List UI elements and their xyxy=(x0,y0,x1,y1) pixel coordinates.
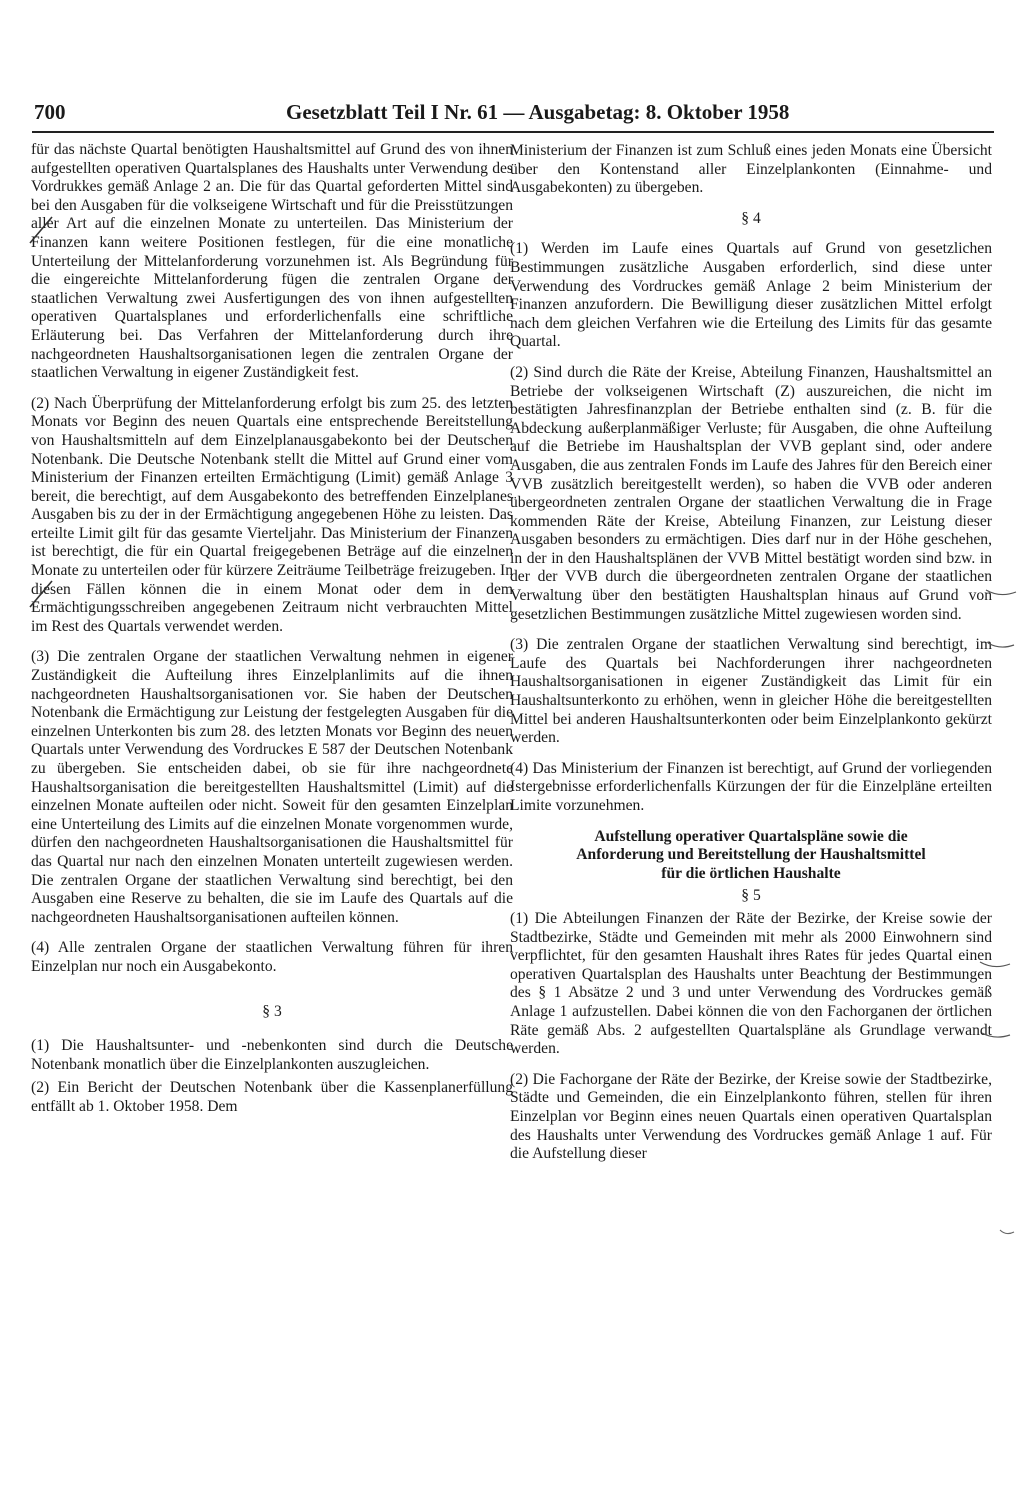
chapter-heading-line: Aufstellung operativer Quartalspläne sowie die xyxy=(594,827,908,845)
page-header xyxy=(32,100,992,128)
paragraph: (3) Die zentralen Organe der staatlichen Verwaltung sind berechtigt, im Laufe des Quartals bei Nachforderungen ihrer nachgeordneten Haushaltsorganisationen in eigener Zuständigkeit das Limit für ein Haushaltsunterkonto zu erhöhen, wenn in gleicher Höhe die bereitgestellten Mittel bei anderen Haushaltsunterkonten oder beim Einzelplankonto gekürzt werden. xyxy=(510,636,992,747)
paragraph: (2) Nach Überprüfung der Mittelanforderung erfolgt bis zum 25. des letzten Monats vor Beginn des neuen Quartals eine entsprechende Bereitstellung von Haushaltsmitteln auf dem Einzelplanausgabekonto bei der Deutschen Notenbank. Die Deutsche Notenbank stellt die Mittel auf Grund einer vom Ministerium der Finanzen erteilten Ermächtigung (Limit) gemäß Anlage 3 bereit, die berechtigt, auf dem Ausgabekonto des betreffenden Einzelplanes Ausgaben bis zu der in der Ermächtigung angegebenen Höhe zu leisten. Das erteilte Limit gilt für das gesamte Vierteljahr. Das Ministerium der Finanzen ist berechtigt, die für ein Quartal freigegebenen Beträge auf die einzelnen Monate zu unterteilen oder für kürzere Zeiträume Teilbeträge freizugeben. In diesen Fällen können die in einem Monat oder dem in dem Ermächtigungsschreiben angegebenen Zeitraum nicht verbrauchten Mittel im Rest des Quartals verwendet werden. xyxy=(31,394,513,635)
paragraph: Ministerium der Finanzen ist zum Schluß eines jeden Monats eine Übersicht über den Kontenstand aller Einzelplankonten (Einnahme- und Ausgabekonten) zu übergeben. xyxy=(510,142,992,197)
paragraph: (4) Das Ministerium der Finanzen ist berechtigt, auf Grund der vorliegenden Istergebnisse erforderlichenfalls Kürzungen der für die Einzelpläne erteilten Limite vorzunehmen. xyxy=(510,759,992,814)
paragraph: (1) Die Haushaltsunter- und -nebenkonten sind durch die Deutsche Notenbank monatlich über die Einzelplankonten auszugleichen. xyxy=(31,1037,513,1073)
section-heading-4: § 4 xyxy=(741,209,761,227)
paragraph: (3) Die zentralen Organe der staatlichen Verwaltung nehmen in eigener Zuständigkeit die Aufteilung ihres Einzelplanlimits auf die ihnen nachgeordneten Haushaltsorganisationen vor. Sie haben der Deutschen Notenbank die Ermächtigung zur Leistung der festgelegten Ausgaben für die einzelnen Unterkonten bis zum 28. des letzten Monats vor Beginn des neuen Quartals unter Verwendung des Vordruckes E 587 der Deutschen Notenbank zu übergeben. Sie entscheiden dabei, ob sie für ihre nachgeordnete Haushaltsorganisation die bereitgestellten Haushaltsmittel (Limit) auf die einzelnen Monate aufteilen oder nicht. Soweit für den gesamten Einzelplan eine Unterteilung des Limits auf die einzelnen Monate vorgenommen wurde, dürfen den nachgeordneten Haushaltsorganisationen die Haushaltsmittel für das Quartal nur nach den einzelnen Monaten unterteilt zugewiesen werden. Die zentralen Organe der staatlichen Verwaltung sind berechtigt, bei den Ausgaben eine Reserve zu behalten, die sie im Laufe des Quartals auf die nachgeordneten Haushaltsorganisationen aufteilen können. xyxy=(31,648,513,926)
paragraph: (1) Werden im Laufe eines Quartals auf Grund von gesetzlichen Bestimmungen zusätzliche Ausgaben erforderlich, sind diese unter Verwendung des Vordruckes gemäß Anlage 2 beim Ministerium der Finanzen anzufordern. Die Bewilligung dieser zusätzlichen Mittel erfolgt nach dem gleichen Verfahren wie die Erteilung des Limits für das gesamte Quartal. xyxy=(510,240,992,351)
chapter-heading-line: für die örtlichen Haushalte xyxy=(661,864,841,882)
paragraph: (2) Ein Bericht der Deutschen Notenbank über die Kassenplanerfüllung entfällt ab 1. Oktober 1958. Dem xyxy=(31,1079,513,1115)
running-title: Gesetzblatt Teil I Nr. 61 — Ausgabetag: 8. Oktober 1958 xyxy=(286,100,790,124)
margin-pencil-mark xyxy=(998,1228,1016,1238)
paragraph: (2) Sind durch die Räte der Kreise, Abteilung Finanzen, Haushaltsmittel an Betriebe der volkseigenen Wirtschaft (Z) auszureichen, die nicht im bestätigten Jahresfinanzplan der Betriebe enthalten sind (z. B. für die Abdeckung außerplanmäßiger Verluste; für Ausgaben, die ohne Aufteilung auf die Betriebe im Haushaltsplan der VVB geplant sind, oder andere Ausgaben, die aus zentralen Fonds im Laufe des Jahres für den Bereich einer VVB zusätzlich bereitgestellt werden), so haben die VVB oder anderen übergeordneten zentralen Organe der staatlichen Verwaltung die in Frage kommenden Räte der Kreise, Abteilung Finanzen, zur Leistung dieser Ausgaben besonders zu ermächtigen. Dies darf nur in der Höhe geschehen, in der in den Haushaltsplänen der VVB Mittel bestätigt worden sind bzw. in der der VVB durch die übergeordneten zentralen Organe der staatlichen Verwaltung über den bestätigten Haushaltsplan hinaus auf Grund von gesetzlichen Bestimmungen zusätzliche Mittel zugewiesen worden sind. xyxy=(510,363,992,623)
chapter-heading-line: Anforderung und Bereitstellung der Haushaltsmittel xyxy=(576,846,926,864)
right-column xyxy=(510,142,992,1176)
margin-pencil-mark xyxy=(984,586,1018,600)
paragraph: für das nächste Quartal benötigten Haushaltsmittel auf Grund des von ihnen aufgestellten operativen Quartalsplanes des Haushalts unter Verwendung des Vordrukkes gemäß Anlage 2 an. Die für das Quartal geforderten Mittel sind bei den Ausgaben für die volkseigene Wirtschaft und für die Preisstützungen aller Art auf die einzelnen Monate zu unterteilen. Das Ministerium der Finanzen kann weitere Positionen festlegen, für die eine monatliche Unterteilung der Mittelanforderung vorzunehmen ist. Als Begründung für die eingereichte Mittelanforderung fügen die zentralen Organe der staatlichen Verwaltung zwei Ausfertigungen des von ihnen aufgestellten operativen Quartalsplanes und erforderlichenfalls eine schriftliche Erläuterung bei. Das Verfahren der Mittelanforderung durch ihre nachgeordneten Haushaltsorganisationen legen die zentralen Organe der staatlichen Verwaltung in eigener Zuständigkeit fest. xyxy=(31,141,513,382)
margin-pencil-mark xyxy=(986,640,1016,652)
margin-pencil-mark xyxy=(26,578,56,610)
paragraph: (1) Die Abteilungen Finanzen der Räte der Bezirke, der Kreise sowie der Stadtbezirke, Städte und Gemeinden mit mehr als 2000 Einwohnern sind verpflichtet, für den gesamten Haushalt ihres Rates für jedes Quartal einen operativen Quartalsplan des Haushalts unter Beachtung der Bestimmungen des § 1 Absätze 2 und 3 und unter Verwendung des Vordruckes gemäß Anlage 1 aufzustellen. Dabei können die von den Fachorganen der örtlichen Räte gemäß Abs. 2 aufgestellten Quartalspläne als Grundlage verwandt werden. xyxy=(510,909,992,1058)
margin-pencil-mark xyxy=(980,1030,1012,1042)
paragraph: (2) Die Fachorgane der Räte der Bezirke, der Kreise sowie der Stadtbezirke, Städte und Gemeinden, die ein Einzelplankonto führen, stellen für ihren Einzelplan vor Beginn eines neuen Quartals einen operativen Quartalsplan des Haushalts unter Verwendung des Vordruckes gemäß Anlage 1 auf. Für die Aufstellung dieser xyxy=(510,1070,992,1163)
margin-pencil-mark xyxy=(978,958,1012,972)
left-column xyxy=(31,141,513,1129)
header-rule xyxy=(32,131,994,133)
section-heading-5: § 5 xyxy=(741,887,761,905)
margin-pencil-mark xyxy=(26,214,56,246)
paragraph: (4) Alle zentralen Organe der staatlichen Verwaltung führen für ihren Einzelplan nur noch ein Ausgabekonto. xyxy=(31,939,513,975)
page-number: 700 xyxy=(34,100,66,124)
chapter-heading xyxy=(510,828,992,884)
section-heading-3: § 3 xyxy=(262,1002,282,1020)
